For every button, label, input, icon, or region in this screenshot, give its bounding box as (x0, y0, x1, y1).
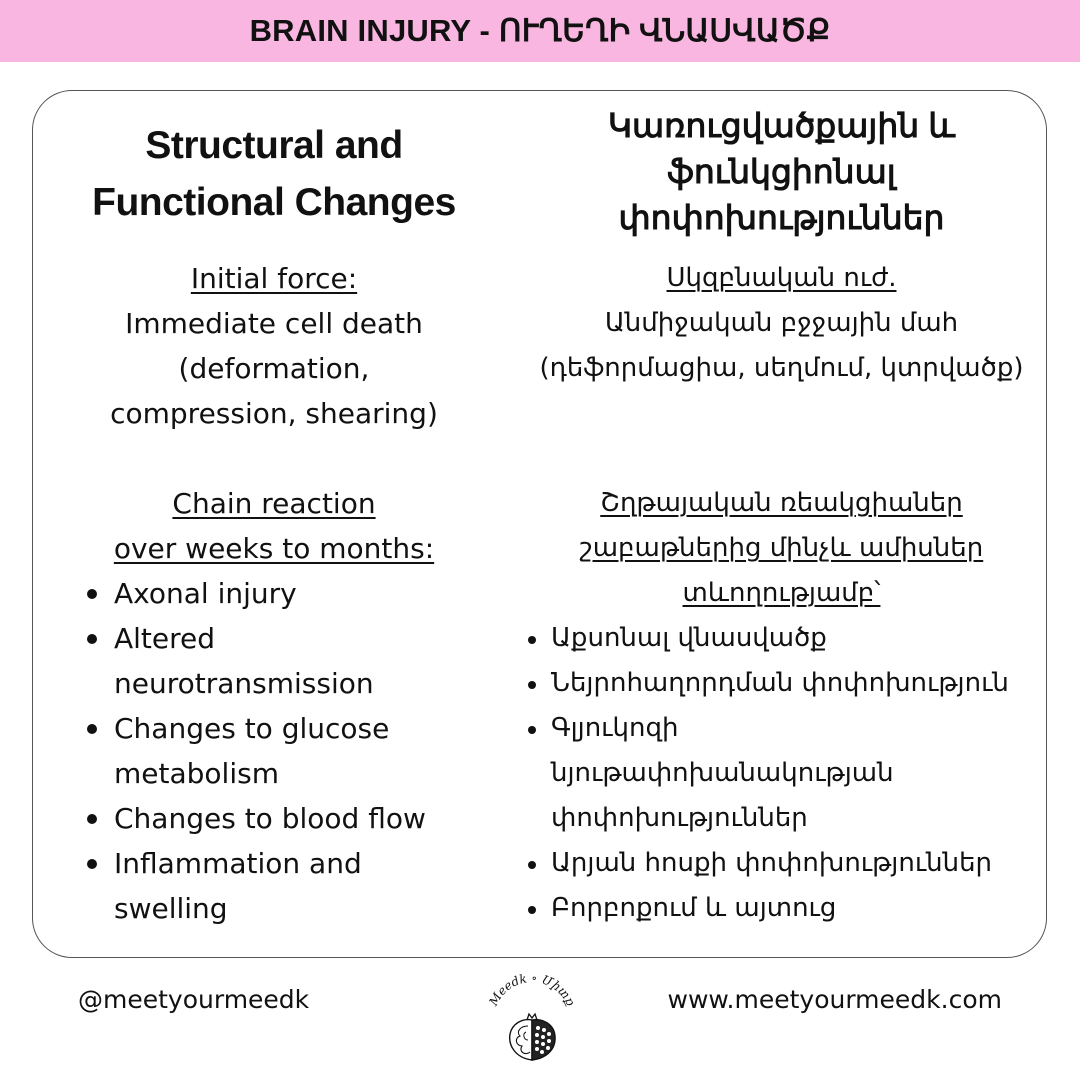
armenian-heading-line: Կառուցվածքային և (607, 107, 956, 144)
list-item-text: neurotransmission (114, 667, 374, 700)
armenian-chain-title: Շղթայական ռեակցիաներ (600, 488, 963, 518)
bullet-icon (528, 636, 536, 644)
armenian-initial-line: (դեֆորմացիա, սեղմում, կտրվածք) (539, 353, 1024, 383)
list-item (528, 841, 1048, 886)
armenian-bullet-list (528, 616, 1048, 931)
list-item-text: Inflammation and (114, 847, 362, 880)
list-item-text: metabolism (114, 757, 279, 790)
list-item (87, 841, 507, 931)
english-heading-line: Functional Changes (92, 181, 456, 224)
english-heading-line: Structural and (145, 124, 403, 167)
title-banner (0, 0, 1080, 62)
english-chain-reaction (33, 481, 515, 571)
list-item (87, 796, 507, 841)
list-item (528, 886, 1048, 931)
list-item-text: Աքսոնալ վնասվածք (551, 623, 827, 653)
bullet-icon (87, 589, 97, 599)
brain-pomegranate-icon (482, 972, 582, 1068)
bullet-icon (528, 861, 536, 869)
list-item-text: Changes to glucose (114, 712, 390, 745)
meedk-logo (482, 972, 582, 1068)
bullet-icon (87, 814, 97, 824)
armenian-initial-force (515, 256, 1048, 391)
armenian-chain-title: տևողությամբ՝ (682, 578, 881, 608)
content-card (32, 90, 1047, 958)
banner-title: BRAIN INJURY - ՈՒՂԵՂԻ ՎՆԱՍՎԱԾՔ (249, 13, 831, 48)
list-item-text: նյութափոխանակության (551, 758, 894, 788)
website-link[interactable]: www.meetyourmeedk.com (667, 985, 1002, 1014)
list-item (87, 706, 507, 796)
list-item (528, 616, 1048, 661)
bullet-icon (87, 724, 97, 734)
list-item (528, 661, 1048, 706)
english-initial-force (33, 256, 515, 436)
list-item-text: Axonal injury (114, 577, 297, 610)
list-item (528, 706, 1048, 841)
list-item-text: Altered (114, 622, 216, 655)
bullet-icon (87, 634, 97, 644)
bullet-icon (528, 906, 536, 914)
bullet-icon (528, 681, 536, 689)
armenian-column (515, 91, 1048, 957)
list-item-text: Բորբոքում և այտուց (551, 893, 837, 923)
list-item-text: swelling (114, 892, 228, 925)
logo-text: Meedk ∘ Միտք (486, 972, 578, 1009)
english-chain-title: Chain reaction (172, 487, 376, 520)
english-initial-line: Immediate cell death (125, 307, 423, 340)
list-item (87, 571, 507, 616)
list-item (87, 616, 507, 706)
social-handle[interactable]: @meetyourmeedk (78, 985, 310, 1014)
english-initial-line: compression, shearing) (110, 397, 438, 430)
armenian-heading (515, 103, 1048, 241)
armenian-initial-title: Սկզբնական ուժ. (666, 263, 897, 293)
list-item-text: Նեյրոհաղորդման փոփոխություն (551, 668, 1009, 698)
list-item-text: փոփոխություններ (551, 803, 808, 833)
list-item-text: Գլյուկոզի (551, 713, 679, 743)
armenian-heading-line: ֆունկցիոնալ (667, 153, 896, 190)
english-column (33, 91, 515, 957)
bullet-icon (87, 859, 97, 869)
armenian-chain-title: շաբաթներից մինչև ամիսներ (579, 533, 984, 563)
english-initial-title: Initial force: (190, 262, 358, 295)
armenian-initial-line: Անմիջական բջջային մահ (604, 308, 959, 338)
english-heading (33, 117, 515, 231)
list-item-text: Արյան հոսքի փոփոխություններ (551, 848, 993, 878)
bullet-icon (528, 726, 536, 734)
armenian-heading-line: փոփոխություններ (618, 199, 945, 236)
english-bullet-list (87, 571, 507, 931)
list-item-text: Changes to blood flow (114, 802, 426, 835)
english-chain-title: over weeks to months: (113, 532, 435, 565)
english-initial-line: (deformation, (178, 352, 370, 385)
armenian-chain-reaction (515, 481, 1048, 616)
